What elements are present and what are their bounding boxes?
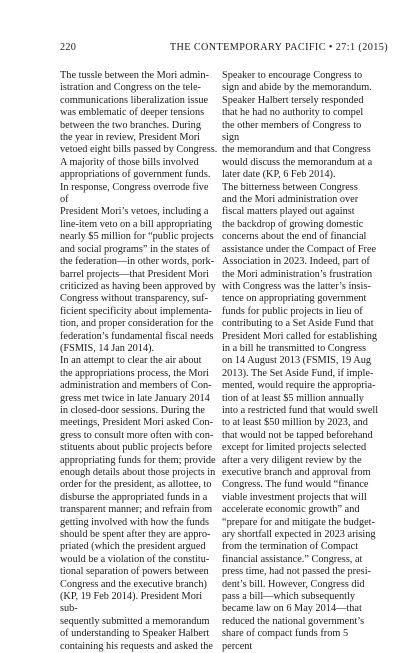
paragraph: The bitterness between Congress and the Mori administration over fiscal matters played out against the backdrop of growing domestic concerns about the end of financial assistance under the Compact of Free Association in 2023. Indeed, part of the Mori administration’s frustration with Congress was the latter’s insis- tence on appropriating government funds for public projects in lieu of contributing to a Set Aside Fund that President Mori called for establishing in a bill he transmitted to Congress on 14 August 2013 (FSMIS, 19 Aug 2013). The Set Aside Fund, if imple- mented, would require the appropria- tion of at least $5 million annually into a restricted fund that would swell to at least $50 million by 2023, and that would not be tapped beforehand except for limited projects selected after a very diligent review by the executive branch and approval from Congress. The fund would “finance viable investment projects that will accelerate economic growth” and “prepare for and mitigate the budget- ary shortfall expected in 2023 arising from the termination of Compact financial assistance.” Congress, at press time, had not passed the presi- dent’s bill. However, Congress did pass a bill—which subsequently became law on 6 May 2014—that reduced the national government’s share of compact funds from 5 percent	[222, 181, 379, 652]
paragraph: The tussle between the Mori admin- istration and Congress on the tele- communications liberalization issue was emblematic of deeper tensions between the two branches. During the year in review, President Mori vetoed eight bills passed by Congress. A majority of those bills involved appropriations of government funds. In response, Congress overrode five of President Mori’s vetoes, including a line-item veto on a bill appropriating nearly $5 million for “public projects and social programs” in the states of the federation—in other words, pork- barrel projects—that President Mori criticized as having been approved by Congress without transparency, suf- ficient specificity about implementa- tion, and proper consideration for the federation’s fundamental fiscal needs (FSMIS, 14 Jan 2014).	[60, 70, 218, 354]
page-header	[60, 42, 388, 56]
paragraph: Speaker to encourage Congress to sign and abide by the memorandum. Speaker Halbert tersely responded that he had no authority to compel the other members of Congress to sign the memorandum and that Congress would discuss the memorandum at a later date (KP, 6 Feb 2014).	[222, 70, 373, 181]
left-column	[60, 70, 218, 653]
right-column	[222, 70, 380, 653]
running-head: THE CONTEMPORARY PACIFIC • 27:1 (2015)	[169, 42, 388, 53]
paragraph: In an attempt to clear the air about the appropriations process, the Mori administration and members of Con- gress met twice in late January 2014 in closed-door sessions. During the meetings, President Mori asked Con- gress to consult more often with con- stituents about public projects before appropriating funds for them; provide enough details about those projects in order for the president, as allottee, to disburse the appropriated funds in a transparent manner; and refrain from getting involved with how the funds should be spent after they are appro- priated (which the president argued would be a violation of the constitu- tional separation of powers between Congress and the executive branch) (KP, 19 Feb 2014). President Mori sub- sequently submitted a memorandum of understanding to Speaker Halbert containing his requests and asked the	[60, 355, 216, 652]
page-number: 220	[60, 42, 77, 53]
